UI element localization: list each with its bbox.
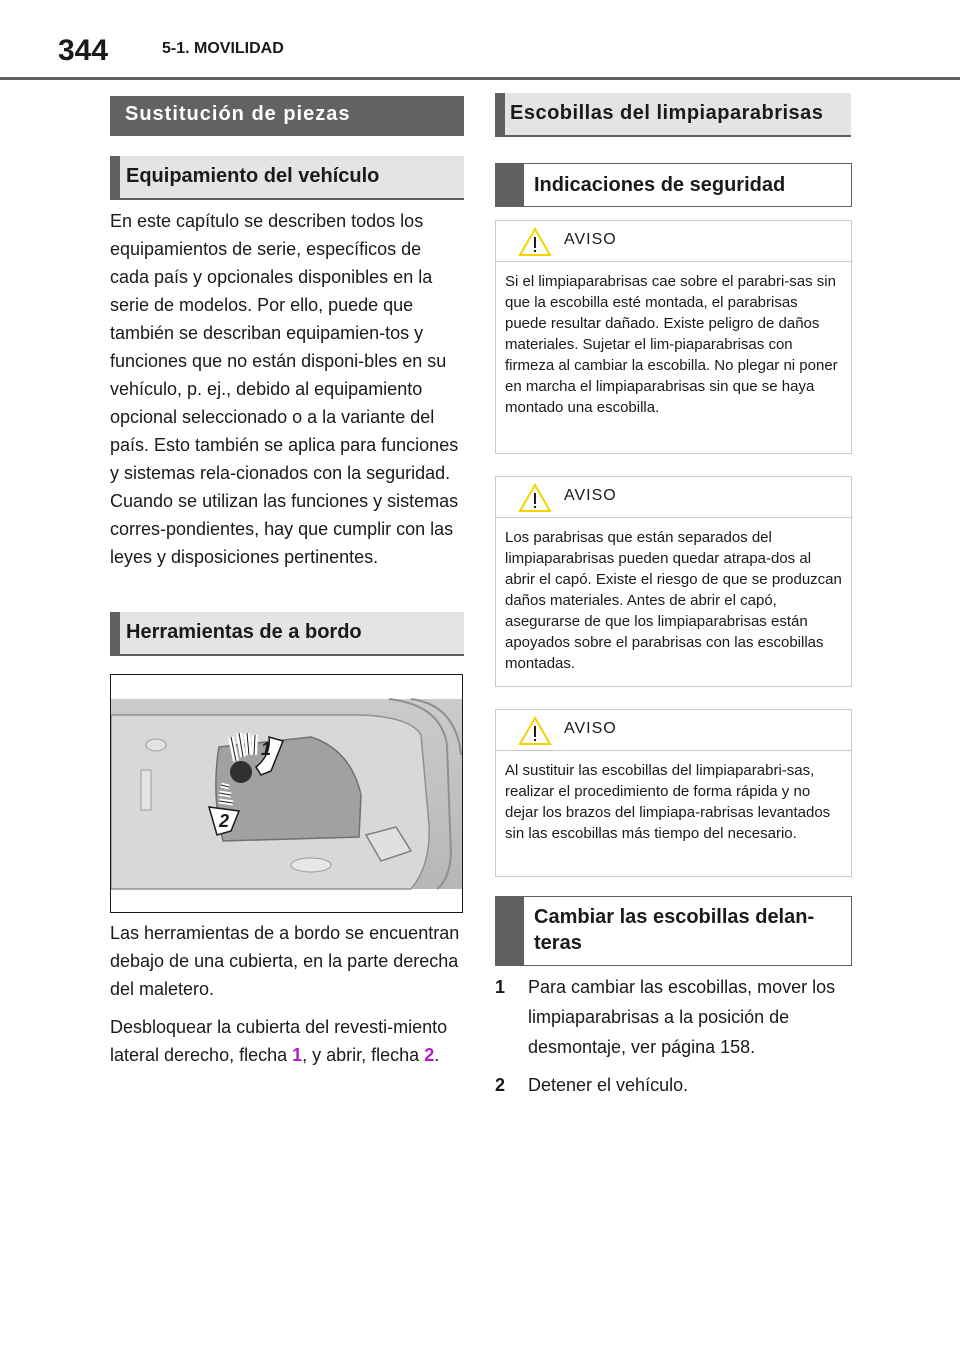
page-number: 344	[58, 34, 109, 67]
floor-clip	[291, 858, 331, 872]
tool-compartment-cover	[216, 737, 361, 841]
subheading-herramientas	[110, 612, 464, 656]
subheading-text: Equipamiento del vehículo	[126, 165, 380, 187]
step-text: Para cambiar las escobillas, mover los limpiaparabrisas a la posición de desmontaje, ver página 158.	[528, 977, 836, 1057]
section-heading-text: Sustitución de piezas	[125, 103, 351, 125]
equipamiento-text: En este capítulo se describen todos los equipamientos de serie, específicos de cada país y opcionales disponibles en la serie de modelos. Por ello, puede que también se describan equipamien-tos y funciones que no están disponi-bles en su vehículo, p. ej., debido al equipamiento opcional seleccionado o a la variante del país. Esto también se aplica para funciones y sistemas rela-cionados con la seguridad. Cuando se utilizan las funciones y sistemas corres-pondientes, hay que cumplir con las leyes y disposiciones pertinentes.	[110, 211, 459, 567]
header-divider	[0, 77, 960, 80]
herramientas-text-2	[110, 1013, 462, 1069]
warning-triangle-icon	[518, 716, 552, 746]
heading-marker	[495, 93, 505, 137]
notice-title: AVISO	[564, 720, 617, 737]
heading-escobillas	[495, 93, 851, 137]
trunk-illustration-svg	[111, 675, 462, 912]
step-item	[495, 1070, 855, 1102]
instruction-text-b: , y abrir, flecha	[302, 1045, 425, 1065]
trunk-cover-illustration	[110, 674, 463, 913]
step-number: 2	[495, 1075, 506, 1095]
notice-title: AVISO	[564, 487, 617, 504]
arrow-ref-2: 2	[424, 1045, 435, 1065]
step-text: Detener el vehículo.	[528, 1075, 689, 1095]
herramientas-text-1: Las herramientas de a bordo se encuentran debajo de una cubierta, en la parte derecha del maletero.	[110, 923, 460, 999]
panel-vent	[141, 770, 151, 810]
warning-notice	[495, 220, 852, 454]
notice-header	[496, 221, 851, 262]
subheading-equipamiento	[110, 156, 464, 200]
step-item	[495, 972, 855, 1067]
notice-header	[496, 710, 851, 751]
notice-text: Los parabrisas que están separados del limpiaparabrisas pueden quedar atrapa-dos al abrir el capó. Existe el riesgo de que se produzcan daños materiales. Antes de abrir el capó, asegurarse de que los limpiaparabrisas están apoyados sobre el parabrisas con las escobillas montadas.	[505, 529, 842, 672]
heading-text: Indicaciones de seguridad	[534, 174, 786, 196]
subheading-marker	[110, 156, 120, 200]
heading-text: Escobillas del limpiaparabrisas	[510, 102, 824, 124]
arrow-1-label: 1	[261, 739, 272, 759]
heading-indicaciones	[495, 163, 852, 207]
notice-header	[496, 477, 851, 518]
instruction-text-c: .	[434, 1045, 440, 1065]
arrow-2-label: 2	[219, 811, 230, 831]
notice-text: Al sustituir las escobillas del limpiaparabri-sas, realizar el procedimiento de forma rápida y no dejar los brazos del limpiapa-rabrisas levantados sin las escobillas más tiempo del necesario.	[505, 762, 831, 842]
instruction-text-a: Desbloquear la cubierta del revesti-miento lateral derecho, flecha	[110, 1017, 448, 1065]
notice-text: Si el limpiaparabrisas cae sobre el parabri-sas sin que la escobilla esté montada, el parabrisas puede resultar dañado. Existe peligro de daños materiales. Sujetar el lim-piaparabrisas con firmeza al cambiar la escobilla. No plegar ni poner en marcha el limpiaparabrisas sin que se haya montado una escobilla.	[505, 273, 838, 416]
warning-triangle-icon	[518, 227, 552, 257]
panel-clip	[146, 739, 166, 751]
subheading-text: Herramientas de a bordo	[126, 621, 362, 643]
section-heading-sustitucion	[110, 96, 464, 136]
heading-text: Cambiar las escobillas delan-teras	[534, 906, 815, 954]
section-title: 5-1. MOVILIDAD	[162, 40, 284, 57]
cover-latch	[230, 761, 252, 783]
step-number: 1	[495, 977, 506, 997]
heading-marker	[496, 897, 524, 965]
warning-notice	[495, 476, 852, 687]
arrow-ref-1: 1	[292, 1045, 303, 1065]
subheading-marker	[110, 612, 120, 656]
equipamiento-paragraph	[110, 207, 462, 575]
warning-notice	[495, 709, 852, 877]
warning-triangle-icon	[518, 483, 552, 513]
heading-marker	[496, 164, 524, 206]
herramientas-paragraphs	[110, 919, 462, 1073]
notice-title: AVISO	[564, 231, 617, 248]
heading-cambiar-escobillas	[495, 896, 852, 966]
